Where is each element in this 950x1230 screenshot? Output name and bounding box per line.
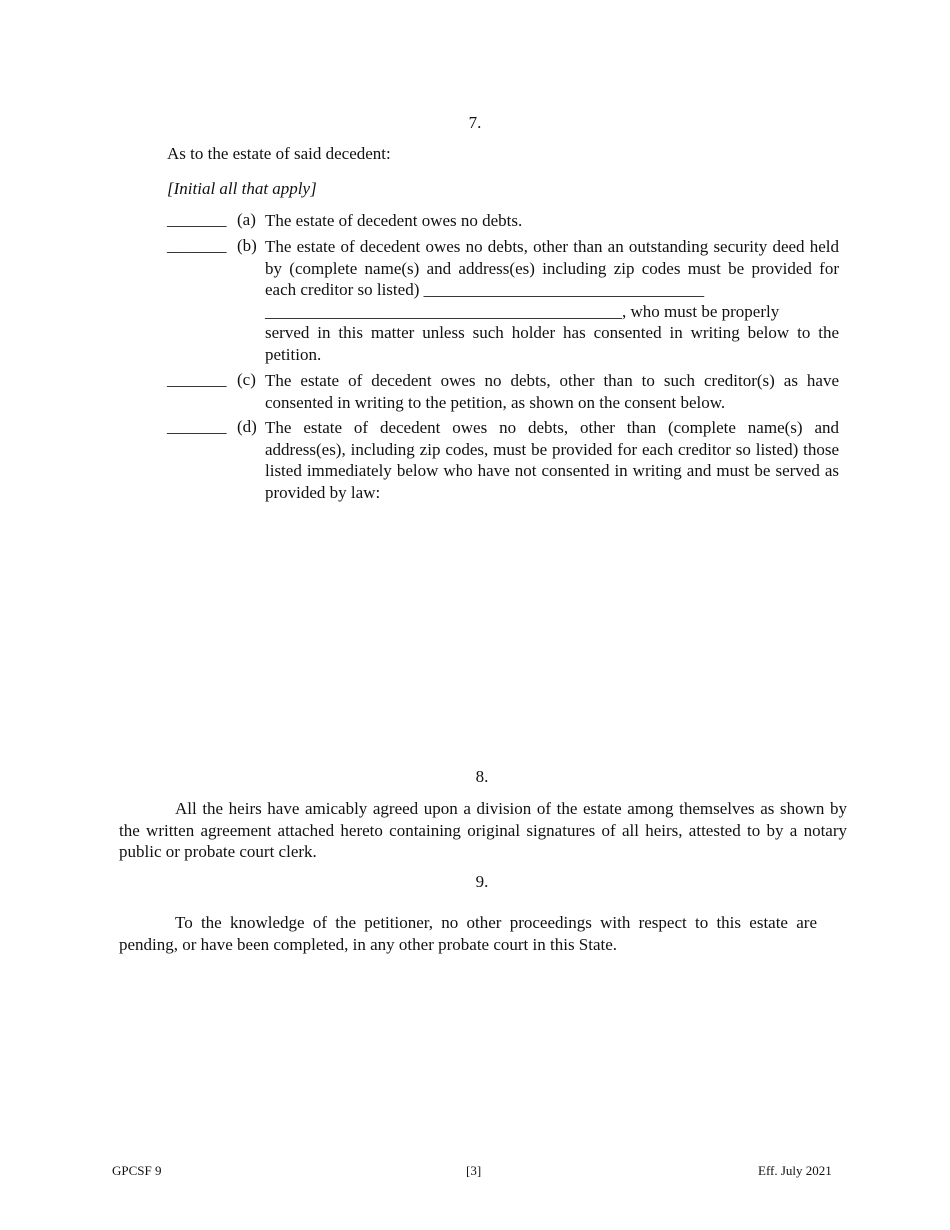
section-9-number: 9. bbox=[475, 872, 489, 891]
initial-blank-c[interactable]: _______ bbox=[167, 370, 227, 389]
footer-effective-date: Eff. July 2021 bbox=[758, 1163, 832, 1178]
section-7-number: 7. bbox=[468, 113, 482, 132]
section-9-text: To the knowledge of the petitioner, no other proceedings with respect to this estate are pending, or have been completed, in any other probate court in this State. bbox=[119, 913, 817, 954]
footer-page-number: [3] bbox=[466, 1163, 482, 1178]
footer-form-id: GPCSF 9 bbox=[112, 1163, 162, 1178]
option-text-b-part1: The estate of decedent owes no debts, other than an outstanding security deed held by (complete name(s) and address(es) including zip codes must be provided for each creditor so listed) _________________________________ bbox=[265, 237, 839, 299]
initial-blank-d[interactable]: _______ bbox=[167, 417, 227, 436]
creditor-fill-line[interactable]: __________________________________________, who must be properly bbox=[265, 301, 780, 321]
section-7-intro: As to the estate of said decedent: bbox=[167, 144, 391, 163]
option-text-c: The estate of decedent owes no debts, other than to such creditor(s) as have consented in writing to the petition, as shown on the consent below. bbox=[265, 371, 839, 412]
initial-instruction: [Initial all that apply] bbox=[167, 179, 317, 198]
initial-blank-a[interactable]: _______ bbox=[167, 210, 227, 229]
option-text-a: The estate of decedent owes no debts. bbox=[265, 211, 523, 230]
option-text-b bbox=[265, 236, 839, 365]
option-label-d: (d) bbox=[237, 417, 257, 436]
option-text-b-part3: served in this matter unless such holder has consented in writing below to the petition. bbox=[265, 323, 839, 364]
option-label-a: (a) bbox=[237, 210, 256, 229]
section-8-number: 8. bbox=[475, 767, 489, 786]
initial-blank-b[interactable]: _______ bbox=[167, 236, 227, 255]
section-8-text: All the heirs have amicably agreed upon a division of the estate among themselves as shown by the written agreement attached hereto containing original signatures of all heirs, attested to by a notary public or probate court clerk. bbox=[119, 799, 847, 861]
option-text-d: The estate of decedent owes no debts, other than (complete name(s) and address(es), including zip codes, must be provided for each creditor so listed) those listed immediately below who have not consented in writing and must be served as provided by law: bbox=[265, 418, 839, 502]
option-label-b: (b) bbox=[237, 236, 257, 255]
option-label-c: (c) bbox=[237, 370, 256, 389]
